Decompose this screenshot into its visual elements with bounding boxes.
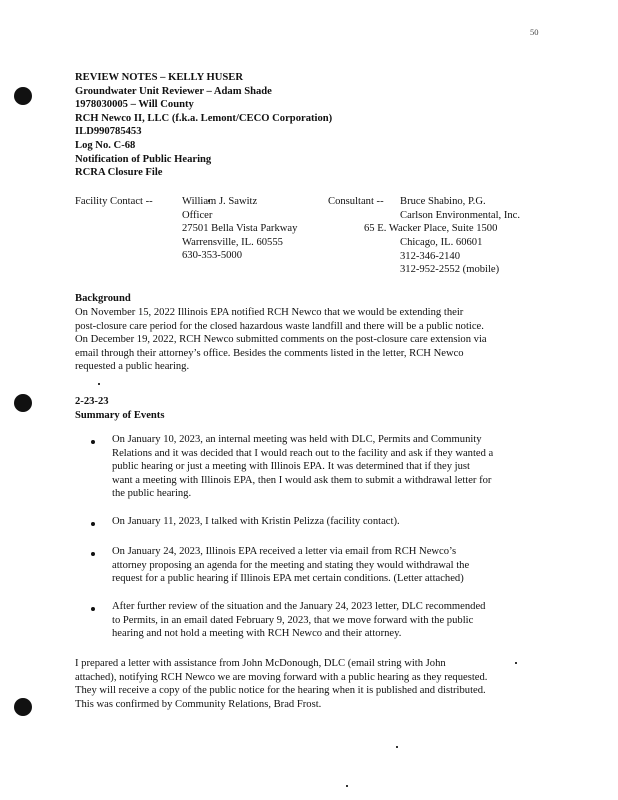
summary-bullet-4 (112, 600, 485, 641)
header-line-title: REVIEW NOTES – KELLY HUSER (75, 72, 243, 83)
scan-speck (515, 662, 517, 664)
bullet-marker (91, 440, 95, 444)
bullet-line: the public hearing. (112, 488, 192, 500)
facility-contact-title: Officer (182, 209, 213, 221)
punch-hole-bottom (14, 698, 32, 716)
punch-hole-top (14, 87, 32, 105)
header-line-log-no: Log No. C-68 (75, 139, 136, 151)
bullet-line: request for a public hearing if Illinois EPA met certain conditions. (Letter attached) (112, 573, 464, 585)
header-line-site-id: 1978030005 – Will County (75, 99, 194, 111)
consultant-name: Bruce Shabino, P.G. (400, 196, 486, 207)
consultant-mobile: 312-952-2552 (mobile) (400, 264, 500, 275)
bullet-line: to Permits, in an email dated February 9, 2023, that we move forward with the public (112, 614, 474, 626)
bullet-marker (91, 522, 95, 526)
header-line-file: RCRA Closure File (75, 167, 163, 179)
header-line-reviewer: Groundwater Unit Reviewer – Adam Shade (75, 85, 272, 97)
background-line: On November 15, 2022 Illinois EPA notified RCH Newco that we would be extending their (75, 307, 464, 318)
bullet-marker (91, 607, 95, 611)
scan-speck (346, 785, 348, 787)
summary-bullet-3 (112, 545, 469, 586)
summary-date: 2-23-23 (75, 396, 109, 407)
page-number: 50 (530, 27, 539, 37)
summary-bullet-2 (112, 515, 400, 529)
bullet-line: Relations and it was decided that I would reach out to the facility and ask if they wanted a (112, 447, 494, 459)
header-line-epa-id: ILD990785453 (75, 126, 142, 138)
background-line: email through their attorney’s office. Besides the comments listed in the letter, RCH Newco (75, 347, 464, 359)
header-line-subject: Notification of Public Hearing (75, 153, 212, 165)
bullet-line: On January 11, 2023, I talked with Kristin Pelizza (facility contact). (112, 516, 400, 527)
facility-contact-phone: 630-353-5000 (182, 250, 243, 262)
header-block (75, 71, 332, 180)
punch-hole-middle (14, 394, 32, 412)
consultant-address: 65 E. Wacker Place, Suite 1500 (364, 223, 498, 234)
consultant-city: Chicago, IL. 60601 (400, 237, 483, 248)
summary-bullet-1 (112, 433, 493, 501)
consultant-phone: 312-346-2140 (400, 251, 461, 262)
facility-contact-city: Warrensville, IL. 60555 (182, 236, 283, 248)
facility-contact-name: William J. Sawitz (182, 196, 258, 207)
closing-line: attached), notifying RCH Newco we are moving forward with a public hearing as they requested. (75, 671, 488, 683)
background-line: requested a public hearing. (75, 361, 190, 373)
scan-speck (396, 746, 398, 748)
bullet-line: After further review of the situation and the January 24, 2023 letter, DLC recommended (112, 601, 486, 612)
closing-paragraph (75, 657, 487, 711)
background-heading: Background (75, 293, 131, 304)
consultant-label: Consultant -- (328, 196, 384, 207)
background-line: On December 19, 2022, RCH Newco submitted comments on the post-closure care extension via (75, 334, 487, 346)
bullet-line: public hearing or just a meeting with Illinois EPA. It was determined that if they just (112, 461, 470, 473)
closing-line: This was confirmed by Community Relations, Brad Frost. (75, 698, 322, 710)
bullet-line: hearing and not hold a meeting with RCH Newco and their attorney. (112, 628, 402, 640)
bullet-line: On January 24, 2023, Illinois EPA received a letter via email from RCH Newco’s (112, 546, 457, 557)
scan-speck (98, 383, 100, 385)
consultant-company: Carlson Environmental, Inc. (400, 210, 521, 221)
facility-contact-address: 27501 Bella Vista Parkway (182, 223, 298, 235)
bullet-line: want a meeting with Illinois EPA, then I would ask them to submit a withdrawal letter for (112, 474, 492, 486)
facility-contact-label: Facility Contact -- (75, 196, 153, 207)
header-line-company: RCH Newco II, LLC (f.k.a. Lemont/CECO Corporation) (75, 112, 333, 124)
closing-line: I prepared a letter with assistance from John McDonough, DLC (email string with John (75, 658, 446, 669)
background-paragraph (75, 306, 487, 374)
bullet-line: attorney proposing an agenda for the meeting and stating they would withdrawal the (112, 559, 470, 571)
summary-heading: Summary of Events (75, 410, 165, 421)
closing-line: They will receive a copy of the public notice for the hearing when it is published and distributed. (75, 685, 486, 697)
facility-contact-block (182, 195, 297, 263)
bullet-line: On January 10, 2023, an internal meeting was held with DLC, Permits and Community (112, 434, 482, 445)
bullet-marker (91, 552, 95, 556)
background-line: post-closure care period for the closed hazardous waste landfill and there will be a public notice. (75, 320, 484, 332)
